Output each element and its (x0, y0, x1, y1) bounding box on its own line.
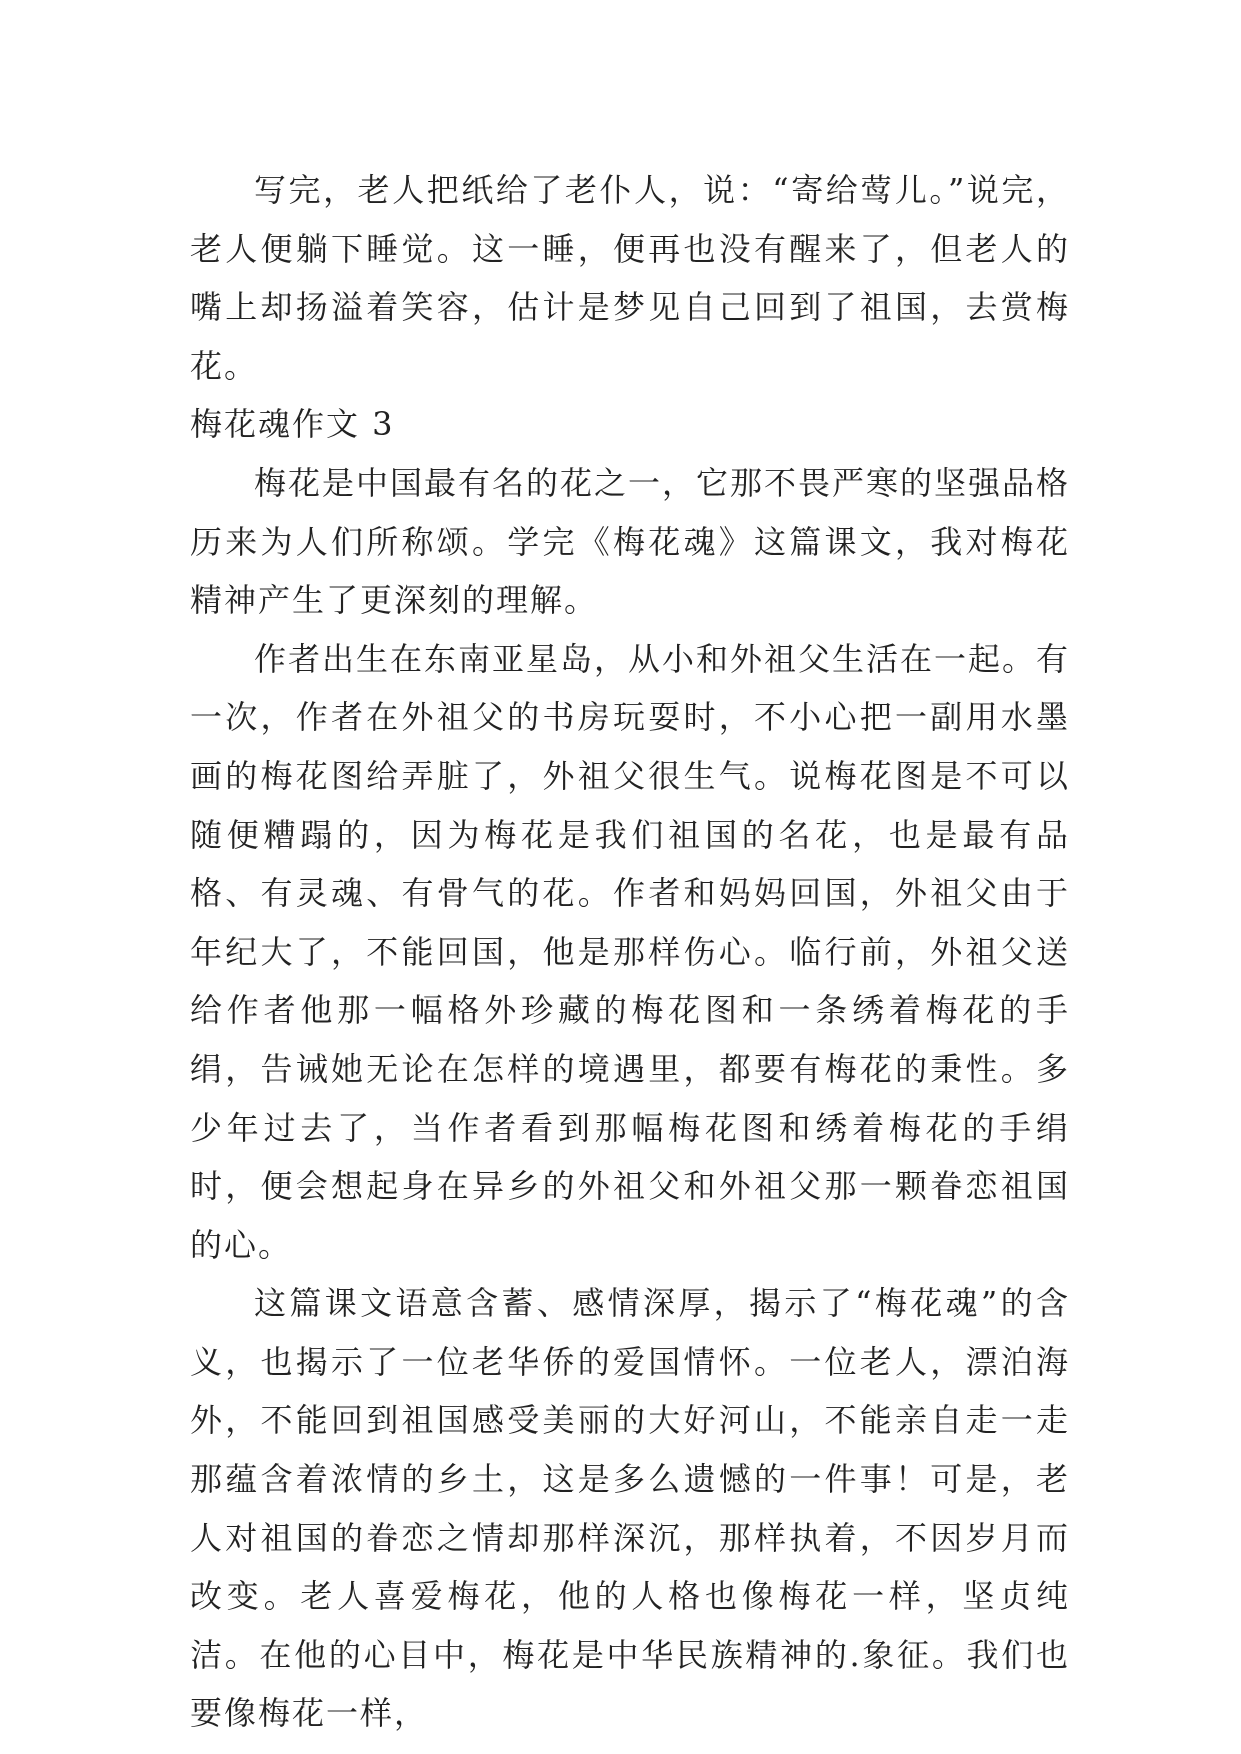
paragraph-ending: 写完，老人把纸给了老仆人，说：“寄给莺儿。”说完，老人便躺下睡觉。这一睡，便再也没有醒来了，但老人的嘴上却扬溢着笑容，估计是梦见自己回到了祖国，去赏梅花。 (190, 171, 1070, 385)
paragraph-summary: 作者出生在东南亚星岛，从小和外祖父生活在一起。有一次，作者在外祖父的书房玩耍时，不小心把一副用水墨画的梅花图给弄脏了，外祖父很生气。说梅花图是不可以随便糟蹋的，因为梅花是我们祖国的名花，也是最有品格、有灵魂、有骨气的花。作者和妈妈回国，外祖父由于年纪大了，不能回国，他是那样伤心。临行前，外祖父送给作者他那一幅格外珍藏的梅花图和一条绣着梅花的手绢，告诫她无论在怎样的境遇里，都要有梅花的秉性。多少年过去了，当作者看到那幅梅花图和绣着梅花的手绢时，便会想起身在异乡的外祖父和外祖父那一颗眷恋祖国的心。 (190, 639, 1071, 1264)
paragraph-reflection: 这篇课文语意含蓄、感情深厚，揭示了“梅花魂”的含义，也揭示了一位老华侨的爱国情怀。一位老人，漂泊海外，不能回到祖国感受美丽的大好河山，不能亲自走一走那蕴含着浓情的乡土，这是多么遗憾的一件事！可是，老人对祖国的眷恋之情却那样深沉，那样执着，不因岁月而改变。老人喜爱梅花，他的人格也像梅花一样，坚贞纯洁。在他的心目中，梅花是中华民族精神的.象征。我们也要像梅花一样， (190, 1284, 1070, 1733)
section-heading: 梅花魂作文 3 (190, 405, 395, 444)
document-body (190, 161, 1070, 1743)
paragraph-intro: 梅花是中国最有名的花之一，它那不畏严寒的坚强品格历来为人们所称颂。学完《梅花魂》这篇课文，我对梅花精神产生了更深刻的理解。 (190, 463, 1071, 620)
